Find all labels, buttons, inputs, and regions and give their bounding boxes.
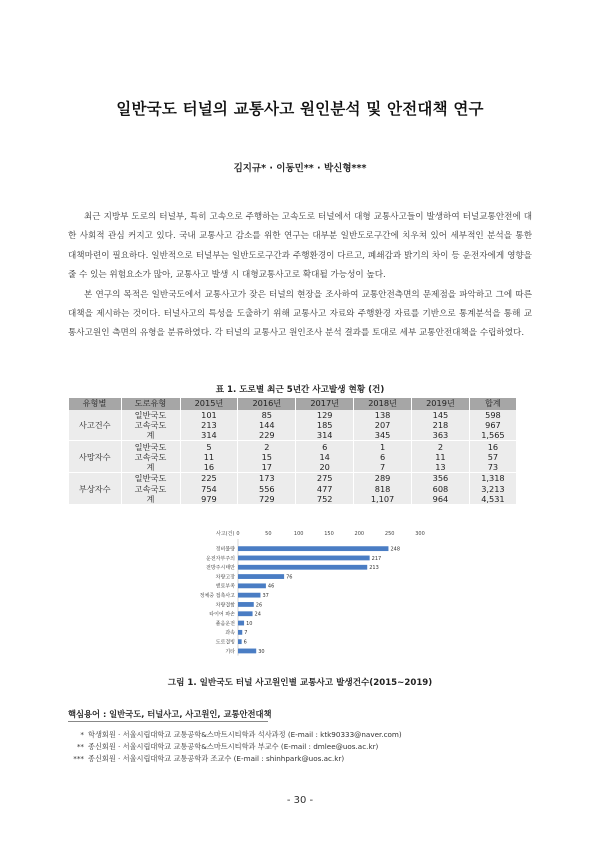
road-type-cell: 일반국도 (121, 441, 180, 452)
table-row (69, 452, 517, 462)
category-label: 기타 (225, 648, 235, 655)
bar-value-label: 213 (369, 565, 379, 572)
x-tick-label: 200 (354, 531, 365, 537)
value-cell: 818 (354, 484, 412, 494)
bar (238, 611, 253, 616)
value-cell: 207 (354, 420, 412, 430)
road-type-cell: 고속국도 (121, 484, 180, 494)
value-cell: 1,565 (469, 430, 516, 441)
value-cell: 275 (296, 473, 354, 484)
bar-value-label: 24 (254, 611, 261, 618)
value-cell: 6 (296, 441, 354, 452)
paper-title: 일반국도 터널의 교통사고 원인분석 및 안전대책 연구 (116, 100, 484, 118)
category-label: 과속 (225, 630, 235, 637)
value-cell: 7 (354, 462, 412, 473)
column-header: 유형별 (69, 398, 122, 410)
bar-value-label: 76 (286, 574, 293, 581)
value-cell: 979 (180, 494, 238, 504)
page-number: - 30 - (286, 795, 314, 806)
road-type-cell: 계 (121, 494, 180, 504)
group-label: 사망자수 (69, 441, 122, 473)
category-label: 운전자부주의 (206, 555, 235, 562)
bar-value-label: 46 (267, 583, 275, 590)
abstract-paragraph: 최근 지방부 도로의 터널부, 특히 고속으로 주행하는 고속도로 터널에서 대형 교통사고들이 발생하여 터널교통안전에 대한 사회적 관심 커지고 있다. 국내 교통사고 감소를 위한 연구는 대부분 일반도로구간에 치우쳐 있어 세부적인 분석을 통한 대책마련이 필요하다. 일반적으로 터널부는 일반도로구간과 주행환경이 다르고, 폐쇄감과 밝기의 차이 등 운전자에게 영향을 줄 수 있는 위험요소가 많아, 교통사고 발생 시 대형교통사고로 확대될 가능성이 높다. (68, 212, 532, 281)
keywords: 핵심용어 : 일반국도, 터널사고, 사고원인, 교통안전대책 (68, 709, 272, 719)
value-cell: 16 (469, 441, 516, 452)
bar (238, 546, 388, 551)
table-header-row (69, 398, 517, 410)
value-cell: 356 (412, 473, 470, 484)
category-label: 도로결빙 (215, 639, 235, 646)
value-cell: 20 (296, 462, 354, 473)
column-header: 합계 (469, 398, 516, 410)
x-tick-label: 100 (293, 531, 304, 537)
category-label: 앤료부족 (215, 583, 235, 590)
road-type-cell: 일반국도 (121, 473, 180, 484)
bar-value-label: 30 (258, 648, 265, 655)
column-header: 2018년 (354, 398, 412, 410)
table-row (69, 420, 517, 430)
footnote: * 학생회원 · 서울시립대학교 교통공학&스마트시티학과 석사과정 (E-mail : ktk90333@naver.com) (80, 730, 402, 739)
bar (238, 556, 370, 561)
category-label: 정체중 접촉사고 (199, 592, 235, 599)
bar-value-label: 10 (246, 620, 253, 627)
value-cell: 73 (469, 462, 516, 473)
bar (238, 649, 256, 654)
bar-value-label: 37 (262, 592, 269, 599)
abstract-paragraph: 본 연구의 목적은 일반국도에서 교통사고가 잦은 터널의 현장을 조사하여 교통안전측면의 문제점을 파악하고 그에 따른 대책을 제시하는 것이다. 터널사고의 특성을 도출하기 위해 교통사고 자료와 주행환경 자료를 기반으로 통계분석을 통해 교통사고원인 측면의 유형을 분류하였다. 각 터널의 교통사고 원인조사 분석 결과를 토대로 세부 교통안전대책을 수립하였다. (68, 289, 532, 339)
footnotes (68, 729, 402, 765)
footnote-divider (68, 721, 268, 722)
bar-value-label: 6 (243, 639, 247, 646)
value-cell: 1,107 (354, 494, 412, 504)
table-row (69, 462, 517, 473)
value-cell: 213 (180, 420, 238, 430)
road-type-cell: 계 (121, 430, 180, 441)
bar-value-label: 217 (371, 555, 382, 562)
table-caption: 표 1. 도로별 최근 5년간 사고발생 현황 (건) (215, 385, 385, 395)
value-cell: 477 (296, 484, 354, 494)
group-label: 부상자수 (69, 473, 122, 504)
value-cell: 6 (354, 452, 412, 462)
value-cell: 11 (412, 452, 470, 462)
road-type-cell: 일반국도 (121, 410, 180, 420)
category-label: 졸음운전 (215, 620, 235, 627)
value-cell: 11 (180, 452, 238, 462)
value-cell: 17 (238, 462, 296, 473)
table-row (69, 494, 517, 504)
column-header: 도로유형 (121, 398, 180, 410)
value-cell: 608 (412, 484, 470, 494)
value-cell: 2 (412, 441, 470, 452)
column-header: 2016년 (238, 398, 296, 410)
category-label: 전방주시태만 (206, 565, 235, 572)
value-cell: 138 (354, 410, 412, 420)
value-cell: 229 (238, 430, 296, 441)
value-cell: 4,531 (469, 494, 516, 504)
category-label: 차량고장 (215, 574, 235, 581)
road-type-cell: 계 (121, 462, 180, 473)
category-label: 타이어 파손 (209, 611, 235, 618)
value-cell: 5 (180, 441, 238, 452)
bar-value-label: 26 (255, 602, 263, 609)
value-cell: 173 (238, 473, 296, 484)
bar (238, 583, 266, 588)
x-tick-label: 0 (236, 531, 240, 537)
category-label: 정비불량 (215, 546, 235, 553)
value-cell: 145 (412, 410, 470, 420)
footnote: ** 종신회원 · 서울시립대학교 교통공학&스마트시티학과 부교수 (E-mail : dmlee@uos.ac.kr) (76, 742, 379, 751)
value-cell: 13 (412, 462, 470, 473)
value-cell: 345 (354, 430, 412, 441)
value-cell: 964 (412, 494, 470, 504)
value-cell: 752 (296, 494, 354, 504)
value-cell: 218 (412, 420, 470, 430)
column-header: 2017년 (296, 398, 354, 410)
bar (238, 602, 254, 607)
bar (238, 630, 242, 635)
y-axis-unit-label: 사고(건) (216, 531, 235, 537)
table-row (69, 484, 517, 494)
x-tick-label: 300 (415, 531, 425, 537)
x-tick-label: 250 (384, 531, 395, 537)
value-cell: 16 (180, 462, 238, 473)
column-header: 2019년 (412, 398, 470, 410)
table-row (69, 430, 517, 441)
value-cell: 129 (296, 410, 354, 420)
bar-value-label: 7 (244, 630, 248, 637)
value-cell: 2 (238, 441, 296, 452)
figure-caption: 그림 1. 일반국도 터널 사고원인별 교통사고 발생건수(2015~2019) (167, 678, 433, 688)
value-cell: 729 (238, 494, 296, 504)
bar (238, 593, 260, 598)
bar (238, 621, 244, 626)
x-tick-label: 50 (265, 531, 272, 537)
author-list: 김지규* · 이동민** · 박신형*** (233, 163, 367, 174)
value-cell: 101 (180, 410, 238, 420)
column-header: 2015년 (180, 398, 238, 410)
value-cell: 1,318 (469, 473, 516, 484)
value-cell: 1 (354, 441, 412, 452)
value-cell: 289 (354, 473, 412, 484)
value-cell: 3,213 (469, 484, 516, 494)
x-tick-label: 150 (324, 531, 334, 537)
value-cell: 15 (238, 452, 296, 462)
value-cell: 14 (296, 452, 354, 462)
cause-bar-chart (198, 528, 433, 663)
value-cell: 144 (238, 420, 296, 430)
accident-table (68, 398, 516, 504)
table-row (69, 473, 517, 484)
bar (238, 574, 284, 579)
bar-value-label: 248 (390, 546, 401, 553)
value-cell: 967 (469, 420, 516, 430)
table-row (69, 410, 517, 420)
table-row (69, 441, 517, 452)
value-cell: 314 (296, 430, 354, 441)
value-cell: 225 (180, 473, 238, 484)
abstract (68, 208, 532, 344)
value-cell: 598 (469, 410, 516, 420)
bar (238, 639, 242, 644)
footnote: *** 종신회원 · 서울시립대학교 교통공학과 조교수 (E-mail : shinhpark@uos.ac.kr) (73, 754, 345, 763)
value-cell: 185 (296, 420, 354, 430)
value-cell: 556 (238, 484, 296, 494)
group-label: 사고건수 (69, 410, 122, 441)
road-type-cell: 고속국도 (121, 452, 180, 462)
bar (238, 565, 367, 570)
value-cell: 314 (180, 430, 238, 441)
value-cell: 85 (238, 410, 296, 420)
road-type-cell: 고속국도 (121, 420, 180, 430)
category-label: 차량결함 (215, 602, 235, 609)
value-cell: 363 (412, 430, 470, 441)
value-cell: 57 (469, 452, 516, 462)
value-cell: 754 (180, 484, 238, 494)
